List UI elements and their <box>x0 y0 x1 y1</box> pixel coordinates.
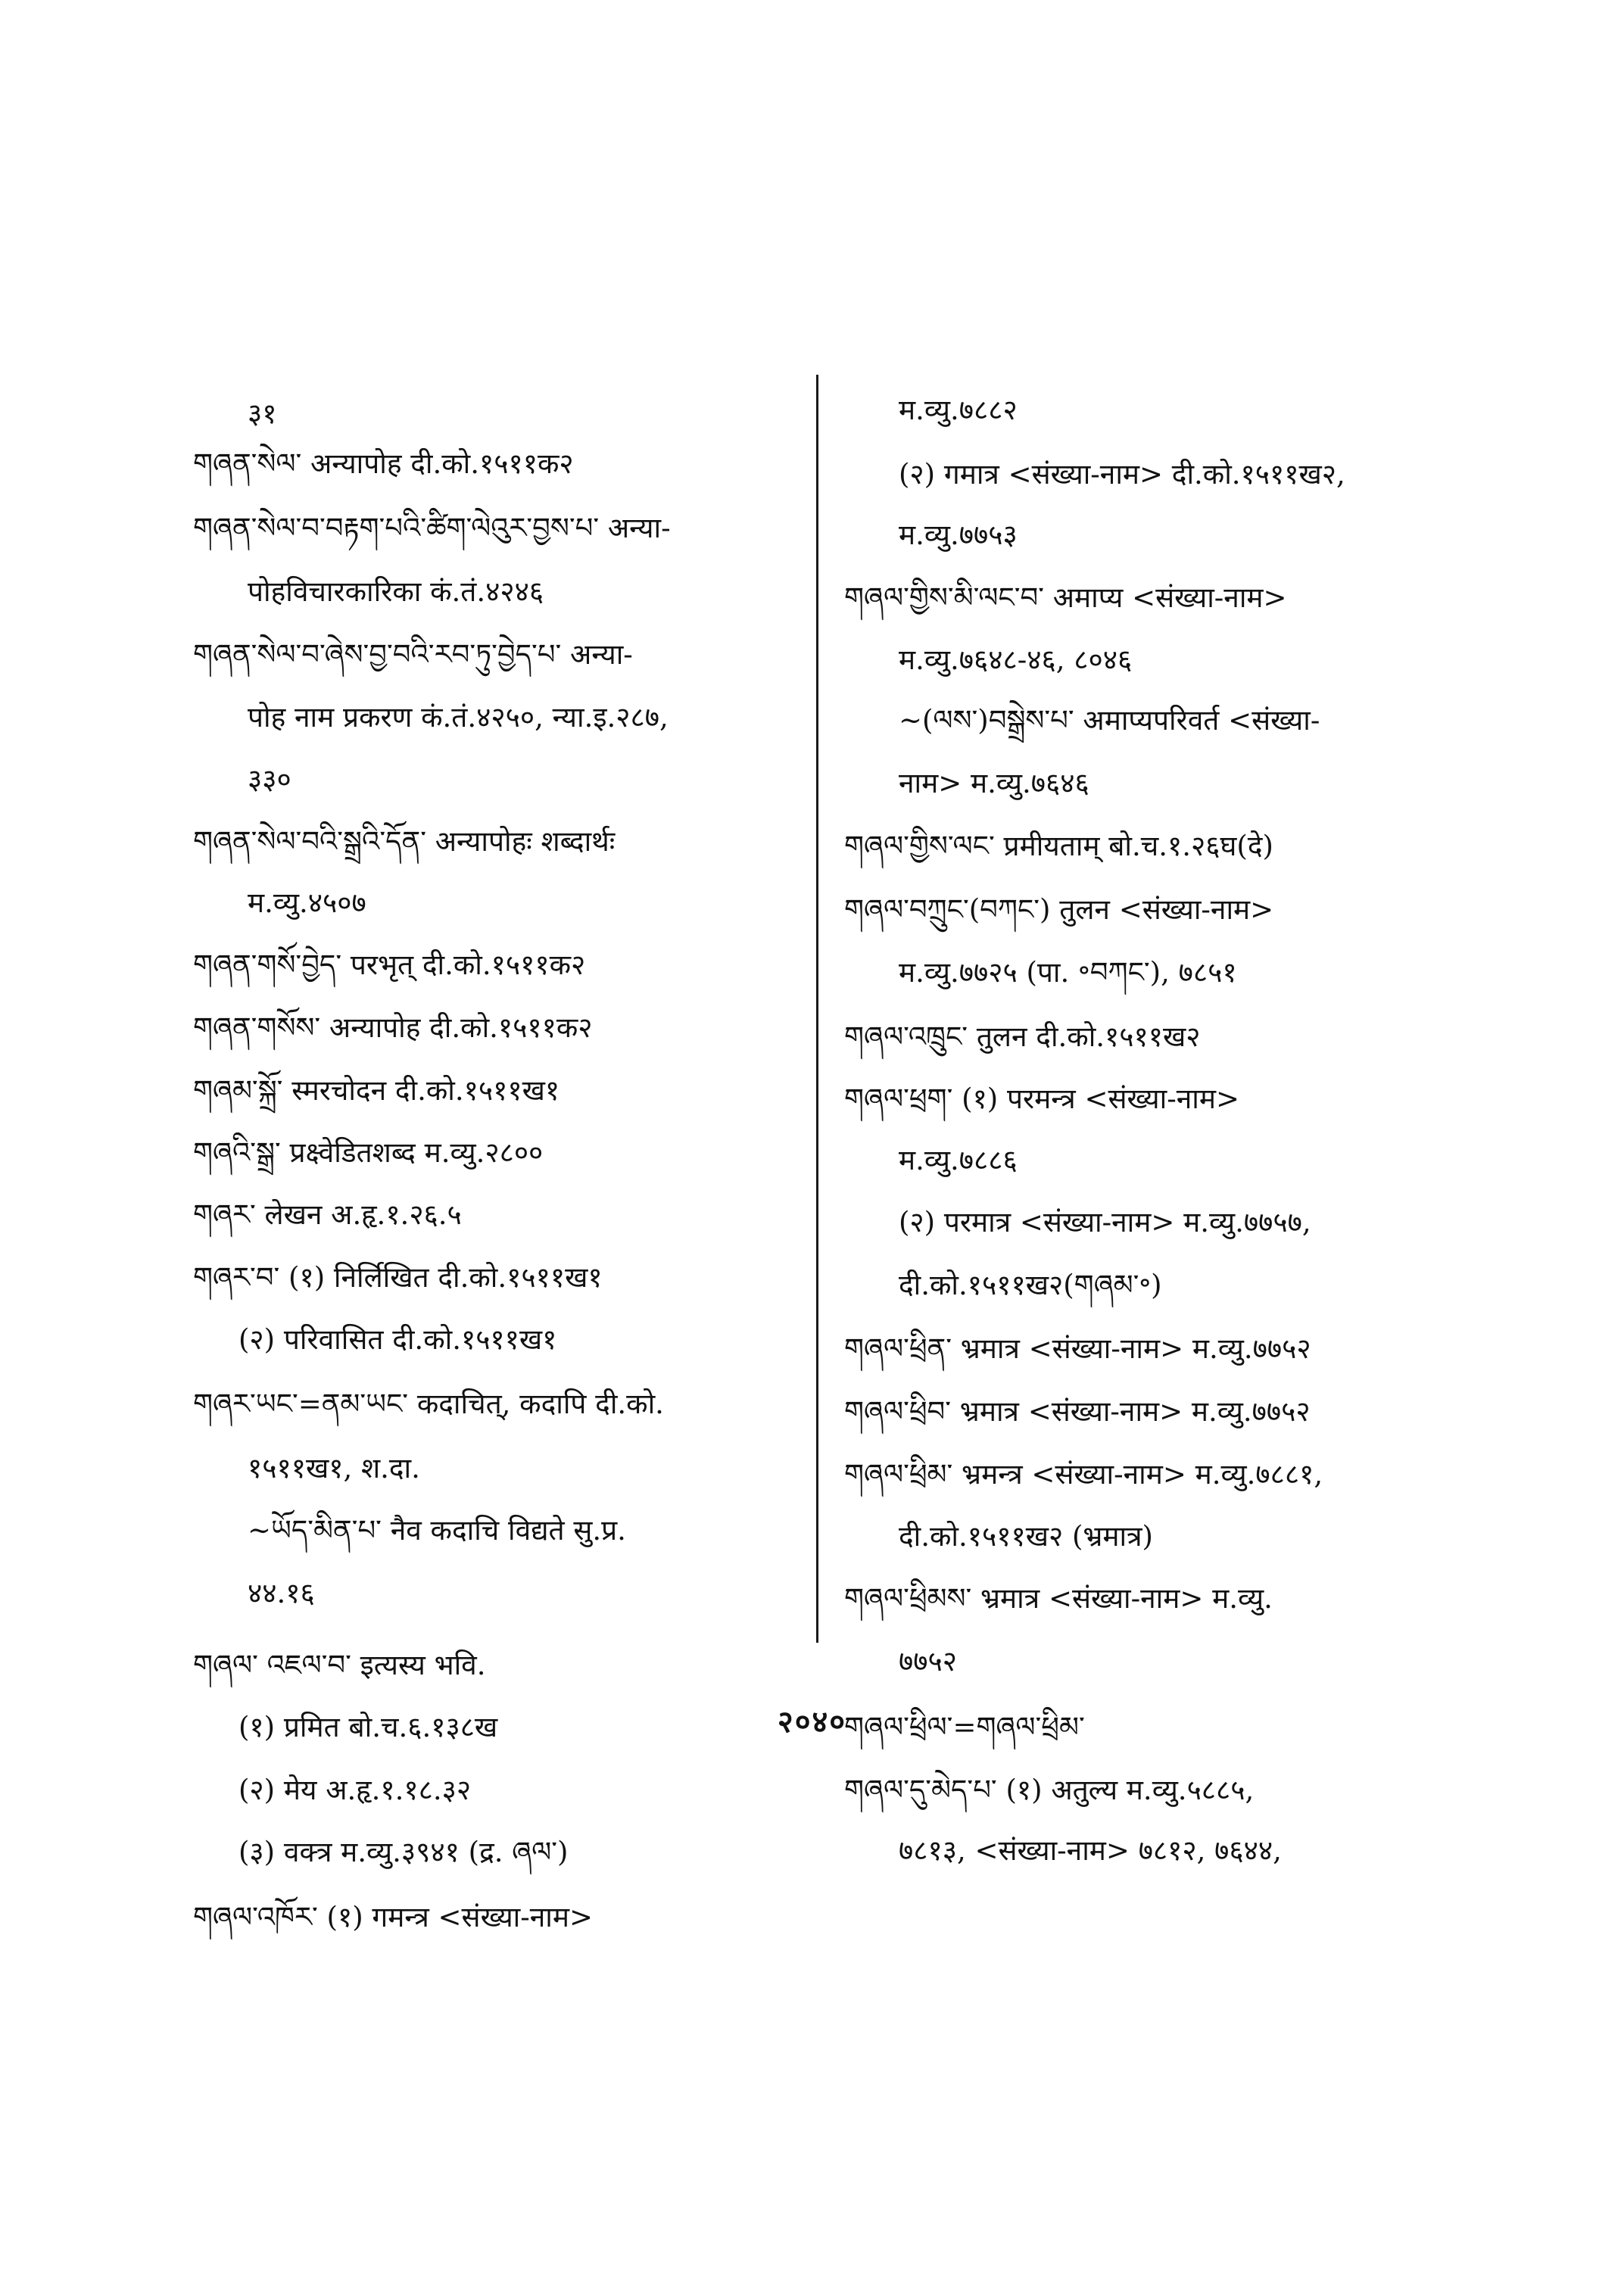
entry-line: གཞར་ लेखन अ.हृ.१.२६.५ <box>193 1198 462 1231</box>
entry-line: གཞལ་དུ་མེད་པ་ (१) अतुल्य म.व्यु.५८८५, <box>844 1774 1255 1806</box>
page-number: २०४० <box>777 1704 847 1740</box>
entry-line: ~(ལས་)བསྒྲེས་པ་ अमाप्यपरिवर्त <संख्या- <box>899 704 1320 737</box>
entry-line: म.व्यु.७८८६ <box>899 1144 1018 1176</box>
entry-line: གཞན་སེལ་བའི་སྒྲའི་དོན་ अन्यापोहः शब्दार्थः <box>193 825 616 858</box>
entry-line: ~ཡོད་མིན་པ་ नैव कदाचि विद्यते सु.प्र. <box>248 1514 626 1547</box>
entry-line: नाम> म.व्यु.७६४६ <box>899 767 1089 799</box>
entry-line: གཞལ་ཕྲིན་ भ्रमात्र <संख्या-नाम> म.व्यु.७७५२ <box>844 1332 1311 1365</box>
entry-line: གཞའི་སྒྲ་ प्रक्ष्वेडितशब्द म.व्यु.२८०० <box>193 1136 544 1169</box>
entry-line: म.व्यु.७७५३ <box>899 519 1018 551</box>
entry-line: म.व्यु.७७२५ (पा. ॰བཀང་), ७८५१ <box>899 956 1237 989</box>
entry-line: (३) वक्त्र म.व्यु.३९४१ (द्र. ཞལ་) <box>238 1836 569 1868</box>
entry-line: पोह नाम प्रकरण कं.तं.४२५०, न्या.इ.२८७, <box>248 701 669 734</box>
entry-line: གཞལ་ཕྲག་ (१) परमन्त्र <संख्या-नाम> <box>844 1083 1239 1115</box>
entry-line: གཞལ་བཀྲུང་(བཀང་) तुलन <संख्या-नाम> <box>844 893 1274 926</box>
entry-line: ३१ <box>248 397 277 430</box>
entry-line: གཞན་གསོས་ अन्यापोह दी.को.१५११क२ <box>193 1011 593 1044</box>
entry-line: म.व्यु.४५०७ <box>248 886 366 919</box>
entry-line: གཞན་གསོ་བྱེད་ परभृत् दी.को.१५११क२ <box>193 949 586 981</box>
entry-line: གཞལ་ཕྲིལ་=གཞལ་ཕྲིམ་ <box>844 1711 1085 1743</box>
entry-line: གཞར་བ་ (१) निर्लिखित दी.को.१५११ख१ <box>193 1261 603 1294</box>
entry-line: གཞན་སེལ་ अन्यापोह दी.को.१५११क२ <box>193 447 574 480</box>
entry-line: दी.को.१५११ख२ (भ्रमात्र) <box>899 1520 1153 1553</box>
entry-line: ७७५२ <box>899 1645 957 1678</box>
column-divider <box>816 375 818 1643</box>
entry-line: གཞལ་ འཇལ་བ་ इत्यस्य भवि. <box>193 1649 486 1681</box>
entry-line: ३३० <box>248 763 291 796</box>
entry-line: १५११ख१, श.दा. <box>248 1452 420 1485</box>
entry-line: (२) गमात्र <संख्या-नाम> दी.को.१५११ख२, <box>899 458 1345 491</box>
entry-line: གཞར་ཡང་=ནམ་ཡང་ कदाचित्, कदापि दी.को. <box>193 1388 664 1420</box>
entry-line: (२) परमात्र <संख्या-नाम> म.व्यु.७७५७, <box>899 1206 1311 1238</box>
entry-line: म.व्यु.७६४८-४६, ८०४६ <box>899 643 1133 676</box>
entry-line: (२) परिवासित दी.को.१५११ख१ <box>238 1323 557 1356</box>
entry-line: (१) प्रमित बो.च.६.१३८ख <box>238 1711 498 1743</box>
entry-line: दी.को.१५११ख२(གཞམ་॰) <box>899 1269 1162 1301</box>
entry-line: གཞན་སེལ་བ་ཞེས་བྱ་བའི་རབ་ཏུ་བྱེད་པ་ अन्या- <box>193 638 633 671</box>
entry-line: གཞམ་སྐྲོ་ स्मरचोदन दी.को.१५११ख१ <box>193 1074 560 1107</box>
entry-line: གཞལ་གྱིས་ལང་ प्रमीयताम् बो.च.१.२६घ(दे) <box>844 830 1273 862</box>
entry-line: གཞལ་ཕྲིབ་ भ्रमात्र <संख्या-नाम> म.व्यु.७७५२ <box>844 1395 1311 1428</box>
entry-line: གཞན་སེལ་བ་བརྟག་པའི་ཚིག་ལེའུར་བྱས་པ་ अन्या- <box>193 512 671 544</box>
entry-line: གཞལ་གྱིས་མི་ལང་བ་ अमाप्य <संख्या-नाम> <box>844 581 1287 614</box>
entry-line: म.व्यु.७८८२ <box>899 394 1018 426</box>
entry-line: གཞལ་ཕྲིམས་ भ्रमात्र <संख्या-नाम> म.व्यु. <box>844 1582 1273 1615</box>
entry-line: ४४.१६ <box>248 1577 315 1609</box>
entry-line: གཞལ་འཁྲུང་ तुलन दी.को.१५११ख२ <box>844 1020 1201 1053</box>
entry-line: གཞལ་ཕྲིམ་ भ्रमन्त्र <संख्या-नाम> म.व्यु.७८८१, <box>844 1458 1323 1491</box>
entry-line: ७८१३, <संख्या-नाम> ७८१२, ७६४४, <box>899 1834 1282 1867</box>
entry-line: (२) मेय अ.हृ.१.१८.३२ <box>238 1774 472 1806</box>
entry-line: གཞལ་འཁོར་ (१) गमन्त्र <संख्या-नाम> <box>193 1901 594 1933</box>
entry-line: पोहविचारकारिका कं.तं.४२४६ <box>248 575 544 608</box>
